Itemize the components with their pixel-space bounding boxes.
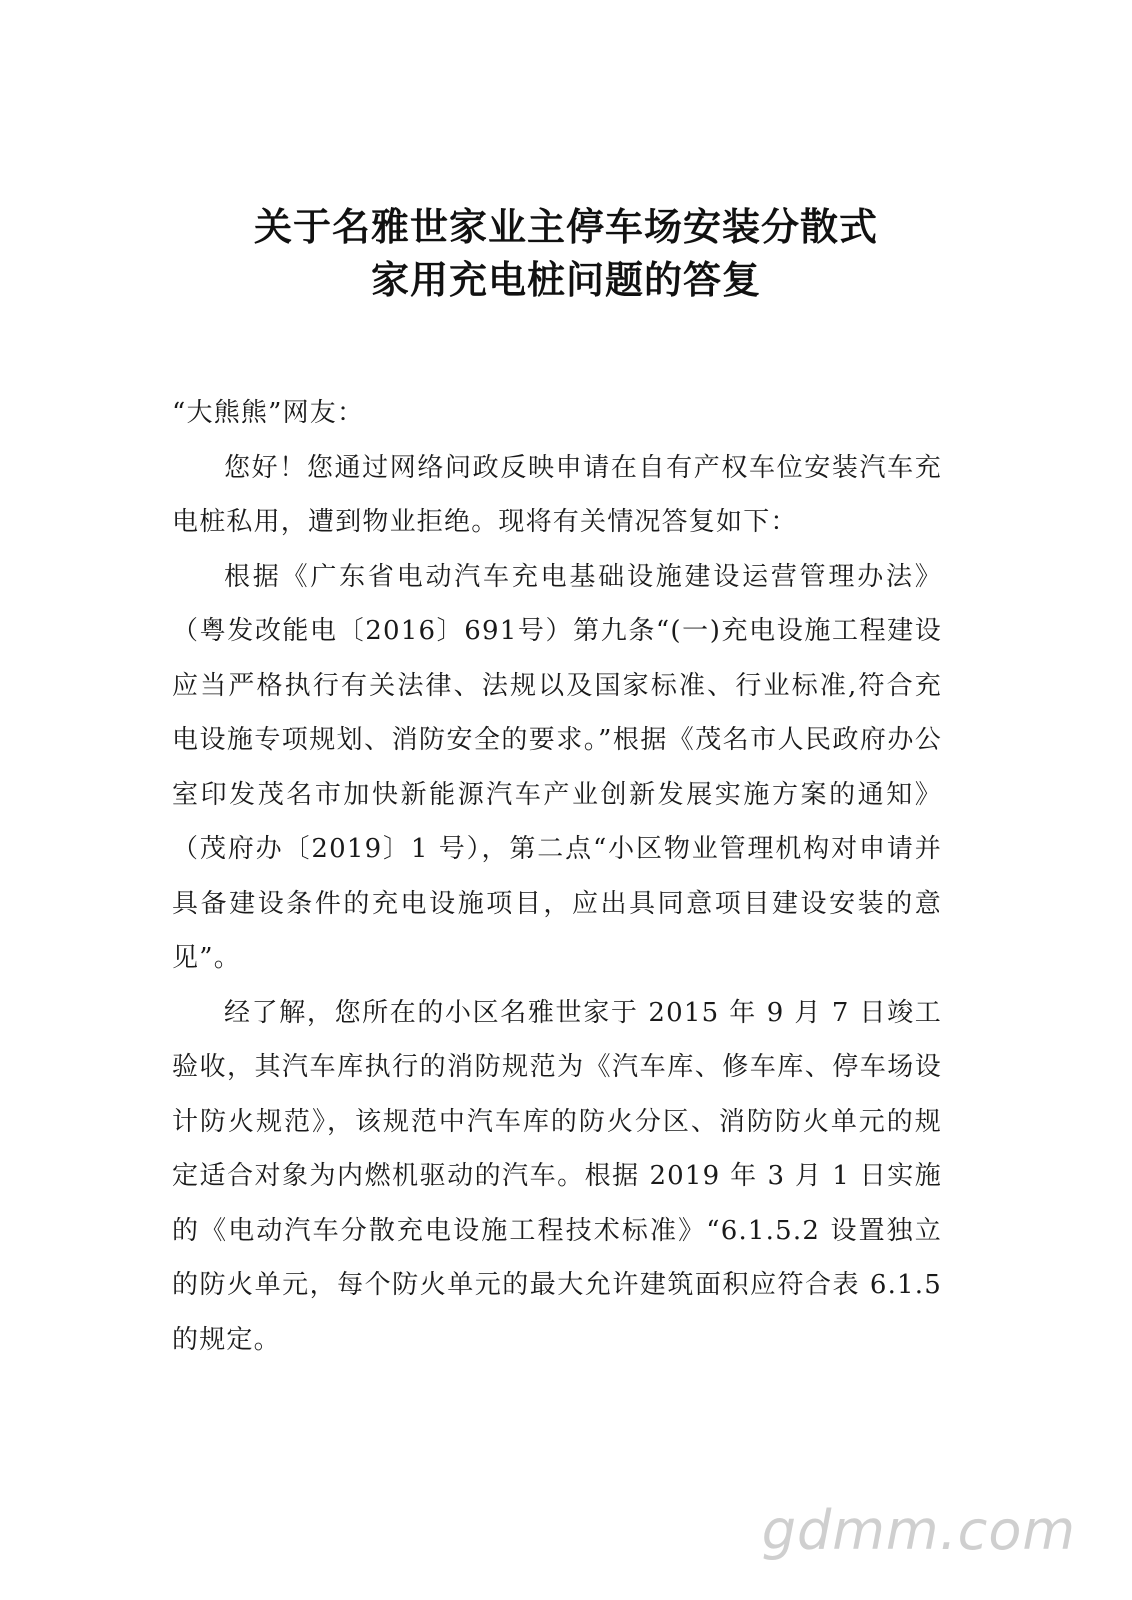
document-title-line-2: 家用充电桩问题的答复 <box>370 258 761 302</box>
site-watermark: gdmm.com <box>761 1499 1076 1562</box>
salutation: “大熊熊”网友： <box>172 398 365 428</box>
paragraph-greeting: 您好！您通过网络问政反映申请在自有产权车位安装汽车充电桩私用，遭到物业拒绝。现将有关情况答复如下： <box>172 452 942 537</box>
document-title-line-1: 关于名雅世家业主停车场安装分散式 <box>253 205 878 249</box>
paragraph-regulations: 根据《广东省电动汽车充电基础设施建设运营管理办法》（粤发改能电〔2016〕691号）第九条“(一)充电设施工程建设应当严格执行有关法律、法规以及国家标准、行业标准,符合充电设施专项规划、消防安全的要求。”根据《茂名市人民政府办公室印发茂名市加快新能源汽车产业创新发展实施方案的通知》（茂府办〔2019〕1 号），第二点“小区物业管理机构对申请并具备建设条件的充电设施项目，应出具同意项目建设安装的意见”。 <box>172 561 942 973</box>
document-body <box>172 386 942 1367</box>
paragraph-findings: 经了解，您所在的小区名雅世家于 2015 年 9 月 7 日竣工验收，其汽车库执行的消防规范为《汽车库、修车库、停车场设计防火规范》，该规范中汽车库的防火分区、消防防火单元的规定适合对象为内燃机驱动的汽车。根据 2019 年 3 月 1 日实施的《电动汽车分散充电设施工程技术标准》“6.1.5.2 设置独立的防火单元，每个防火单元的最大允许建筑面积应符合表 6.1.5 的规定。 <box>172 997 942 1355</box>
